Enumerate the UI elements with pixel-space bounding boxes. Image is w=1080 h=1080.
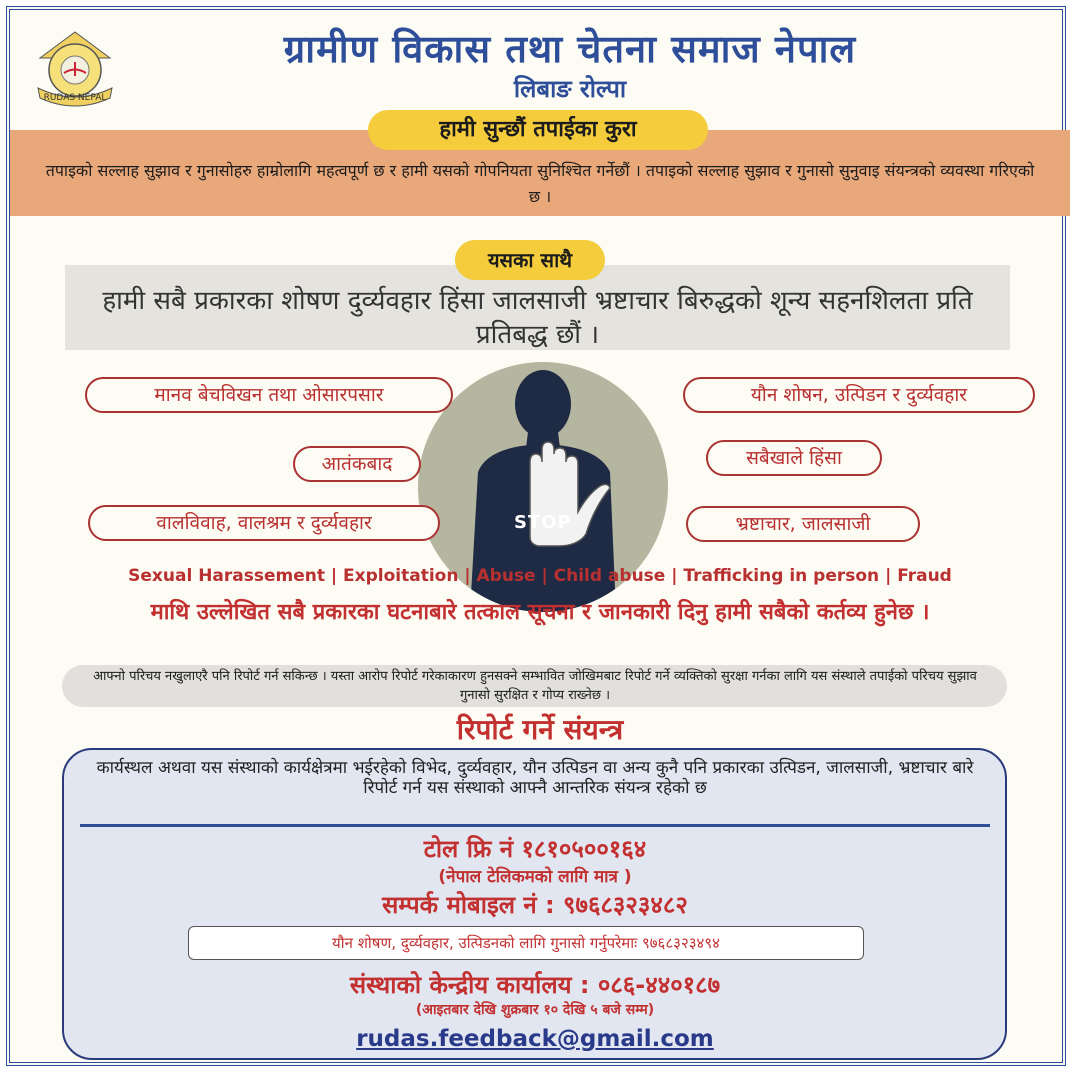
reporting-title: रिपोर्ट गर्ने संयन्त्र (456, 713, 624, 746)
listen-text: तपाइको सल्लाह सुझाव र गुनासोहरु हाम्रोलागि महत्वपूर्ण छ र हामी यसको गोपनियता सुनिश्चित गर्नेछौं । तपाइको सल्लाह सुझाव र गुनासो सुनुवाइ संयन्त्रको व्यवस्था गरिएको छ । (45, 161, 1035, 206)
office-number: संस्थाको केन्द्रीय कार्यालय : ०८६-४४०१८७ (349, 971, 721, 999)
english-issues: Sexual Harassement | Exploitation | Abuse | Child abuse | Trafficking in person | Fraud (128, 566, 952, 586)
stop-label: STOP (514, 512, 572, 533)
issue-trafficking: मानव बेचविखन तथा ओसारपसार (85, 377, 453, 413)
feedback-email-link[interactable]: rudas.feedback@gmail.com (356, 1026, 714, 1052)
mobile-number: सम्पर्क मोबाइल नं : ९७६८३२३४८२ (382, 891, 688, 919)
issue-corruption: भ्रष्टाचार, जालसाजी (686, 506, 920, 542)
anonymity-note: आफ्नो परिचय नखुलाएरै पनि रिपोर्ट गर्न सकिन्छ । यस्ता आरोप रिपोर्ट गरेकाकारण हुनसक्ने सम्भावित जोखिमबाट रिपोर्ट गर्ने व्यक्तिको सुरक्षा गर्नका लागि यस संस्थाले तपाईको परिचय सुझाव गुनासो सुरक्षित र गोप्य राख्नेछ । (93, 669, 977, 703)
issue-sexual-exploitation: यौन शोषन, उत्पिडन र दुर्व्यवहार (683, 377, 1035, 413)
toll-free-note: (नेपाल टेलिकमको लागि मात्र ) (438, 867, 632, 887)
toll-free-number: टोल फ्रि नं १८१०५००१६४ (423, 835, 647, 863)
commitment-pill: यसका साथै (455, 240, 605, 280)
divider (80, 824, 990, 827)
duty-text: माथि उल्लेखित सबै प्रकारका घटनाबारे तत्काल सूचना र जानकारी दिनु हामी सबैको कर्तव्य हुनेछ । (150, 600, 930, 625)
listen-pill: हामी सुन्छौं तपाईका कुरा (368, 110, 708, 150)
commitment-text: हामी सबै प्रकारका शोषण दुर्व्यवहार हिंसा जालसाजी भ्रष्टाचार बिरुद्धको शून्य सहनशिलता प्रति प्रतिबद्ध छौं । (102, 286, 973, 350)
office-hours: (आइतबार देखि शुक्रबार १० देखि ५ बजे सम्म) (415, 1002, 655, 1018)
rudas-logo (20, 18, 130, 108)
reporting-intro: कार्यस्थल अथवा यस संस्थाको कार्यक्षेत्रमा भईरहेको विभेद, दुर्व्यवहार, यौन उत्पिडन वा अन्य कुनै पनि प्रकारका उत्पिडन, जालसाजी, भ्रष्टाचार बारे रिपोर्ट गर्न यस संस्थाको आफ्नै आन्तरिक संयन्त्र रहेको छ (96, 758, 974, 798)
issue-all-violence: सबैखाले हिंसा (706, 440, 882, 476)
sexual-complaint-number: यौन शोषण, दुर्व्यवहार, उत्पिडनको लागि गुनासो गर्नुपरेमाः ९७६८३२३४९४ (332, 934, 720, 952)
org-title: ग्रामीण विकास तथा चेतना समाज नेपाल (283, 27, 857, 71)
issue-child-marriage: वालविवाह, वालश्रम र दुर्व्यवहार (88, 505, 440, 541)
org-location: लिबाङ रोल्पा (513, 75, 627, 103)
svg-text:RUDAS NEPAL: RUDAS NEPAL (43, 93, 107, 103)
issue-terrorism: आतंकबाद (293, 446, 421, 482)
